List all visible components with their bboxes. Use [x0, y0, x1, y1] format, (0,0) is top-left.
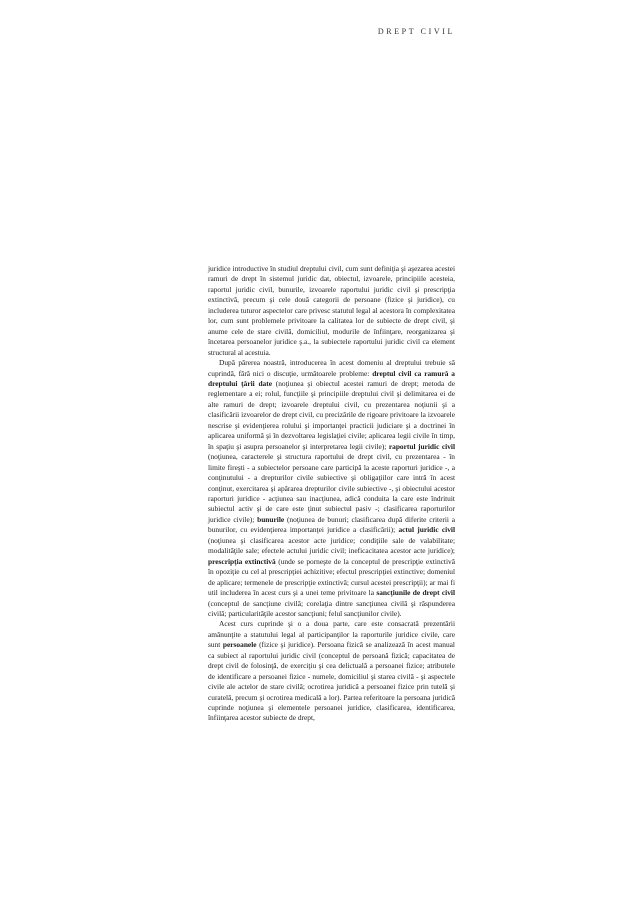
- bold-term: actul juridic civil: [398, 525, 455, 535]
- bold-term: persoanele: [222, 640, 257, 650]
- paragraph-text: (fizice şi juridice). Persoana fizică se analizează în acest manual ca subiect al raportului juridic civil (conceptul de persoană fizică; capacitatea de drept civil de folosinţă, de exerciţiu şi cea delictuală a persoanei fizice; atributele de identificare a persoanei fizice - numele, domiciliul şi starea civilă - şi aspectele civile ale actelor de stare civilă; ocrotirea juridică a persoanei fizice prin tutelă şi curatelă, precum şi ocrotirea medicală a lor). Partea referitoare la persoana juridică cuprinde noţiunea şi elementele persoanei juridice, clasificarea, identificarea, înfiinţarea acestor subiecte de drept,: [208, 640, 455, 723]
- bold-term: sancţiunile de drept civil: [376, 588, 456, 598]
- body-text: [208, 264, 455, 724]
- bold-term: prescripţia extinctivă: [208, 556, 276, 566]
- bold-term: bunurile: [257, 514, 285, 524]
- paragraph: [208, 264, 455, 358]
- paragraph-text: juridice introductive în studiul dreptului civil, cum sunt definiţia şi aşezarea acestei ramuri de drept în sistemul juridic dat, obiectul, izvoarele, principiile acesteia, raportul juridic civil, bunurile, izvoarele raportului juridic civil şi prescripţia extinctivă, precum şi cele două categorii de persoane (fizice şi juridice), cu includerea tuturor aspectelor care privesc statutul legal al acestora în complexitatea lor, cum sunt problemele privitoare la calitatea lor de subiecte de drept civil, şi anume cele de stare civilă, domiciliul, modurile de înfiinţare, reorganizarea şi încetarea persoanelor juridice ş.a., la subiectele raportului juridic civil ca element structural al acestuia.: [208, 264, 455, 357]
- paragraph-text: (noţiunea de bunuri; clasificarea după diferite criterii a bunurilor, cu evidenţierea importanţei juridice a clasificării);: [208, 514, 455, 535]
- paragraph-text: După părerea noastră, introducerea în acest domeniu al dreptului trebuie să cuprindă, fără nici o discuţie, următoarele probleme:: [208, 358, 455, 378]
- paragraph-text: Acest curs cuprinde şi o a doua parte, care este consacrată prezentării amănunţite a statutului legal al participanţilor la raporturile juridice civile, care sunt: [208, 619, 455, 650]
- paragraph-text: (noţiunea şi obiectul acestei ramuri de drept; metoda de reglementare a ei; rolul, funcţiile şi principiile dreptului civil şi delimitarea ei de alte ramuri de drept; izvoarele dreptului civil, cu prezentarea noţiunii şi a clasificării izvoarelor de drept civil, cu precizările de rigoare privitoare la izvoarele nescrise şi evidenţierea rolului şi importanţei practicii judiciare şi a doctrinei în aplicarea uniformă şi în dezvoltarea legislaţiei civile; aplicarea legii civile în timp, în spaţiu şi asupra persoanelor şi interpretarea legii civile);: [208, 378, 455, 451]
- bold-term: dreptul civil ca ramură a dreptului ţării date: [208, 368, 455, 388]
- paragraph-text: (noţiunea şi clasificarea acestor acte juridice; condiţiile sale de valabilitate; modalităţile sale; efectele actului juridic civil; ineficacitatea acestor acte juridice);: [208, 535, 455, 556]
- paragraph: [208, 619, 455, 724]
- paragraph-text: (conceptul de sancţiune civilă; corelaţia dintre sancţiunea civilă şi răspunderea civilă; particularităţile acestor sancţiuni; felul sancţiunilor civile).: [208, 598, 455, 618]
- bold-term: raportul juridic civil: [388, 441, 455, 451]
- running-header: DREPT CIVIL: [377, 27, 455, 36]
- paragraph: [208, 358, 455, 619]
- paragraph-text: (noţiunea, caracterele şi structura raportului de drept civil, cu prezentarea - în limite fireşti - a subiectelor persoane care participă la aceste raporturi juridice -, a conţinutului - a drepturilor civile subiective şi obligaţiilor care intră în acest conţinut, exercitarea şi apărarea drepturilor civile subiective -, şi obiectului acestor raporturi juridice - acţiunea sau inacţiunea, adică conduita la care este îndrituit subiectul activ şi de care este ţinut subiectul pasiv -; clasificarea raporturilor juridice civile);: [208, 452, 455, 524]
- paragraph-text: (unde se porneşte de la conceptul de prescripţie extinctivă în opoziţie cu cel al prescripţiei achizitive; efectul prescripţiei extinctive; domeniul de aplicare; termenele de prescripţie extinctivă; cursul acestei prescripţii); ar mai fi util includerea în acest curs şi a unei teme privitoare la: [208, 556, 455, 598]
